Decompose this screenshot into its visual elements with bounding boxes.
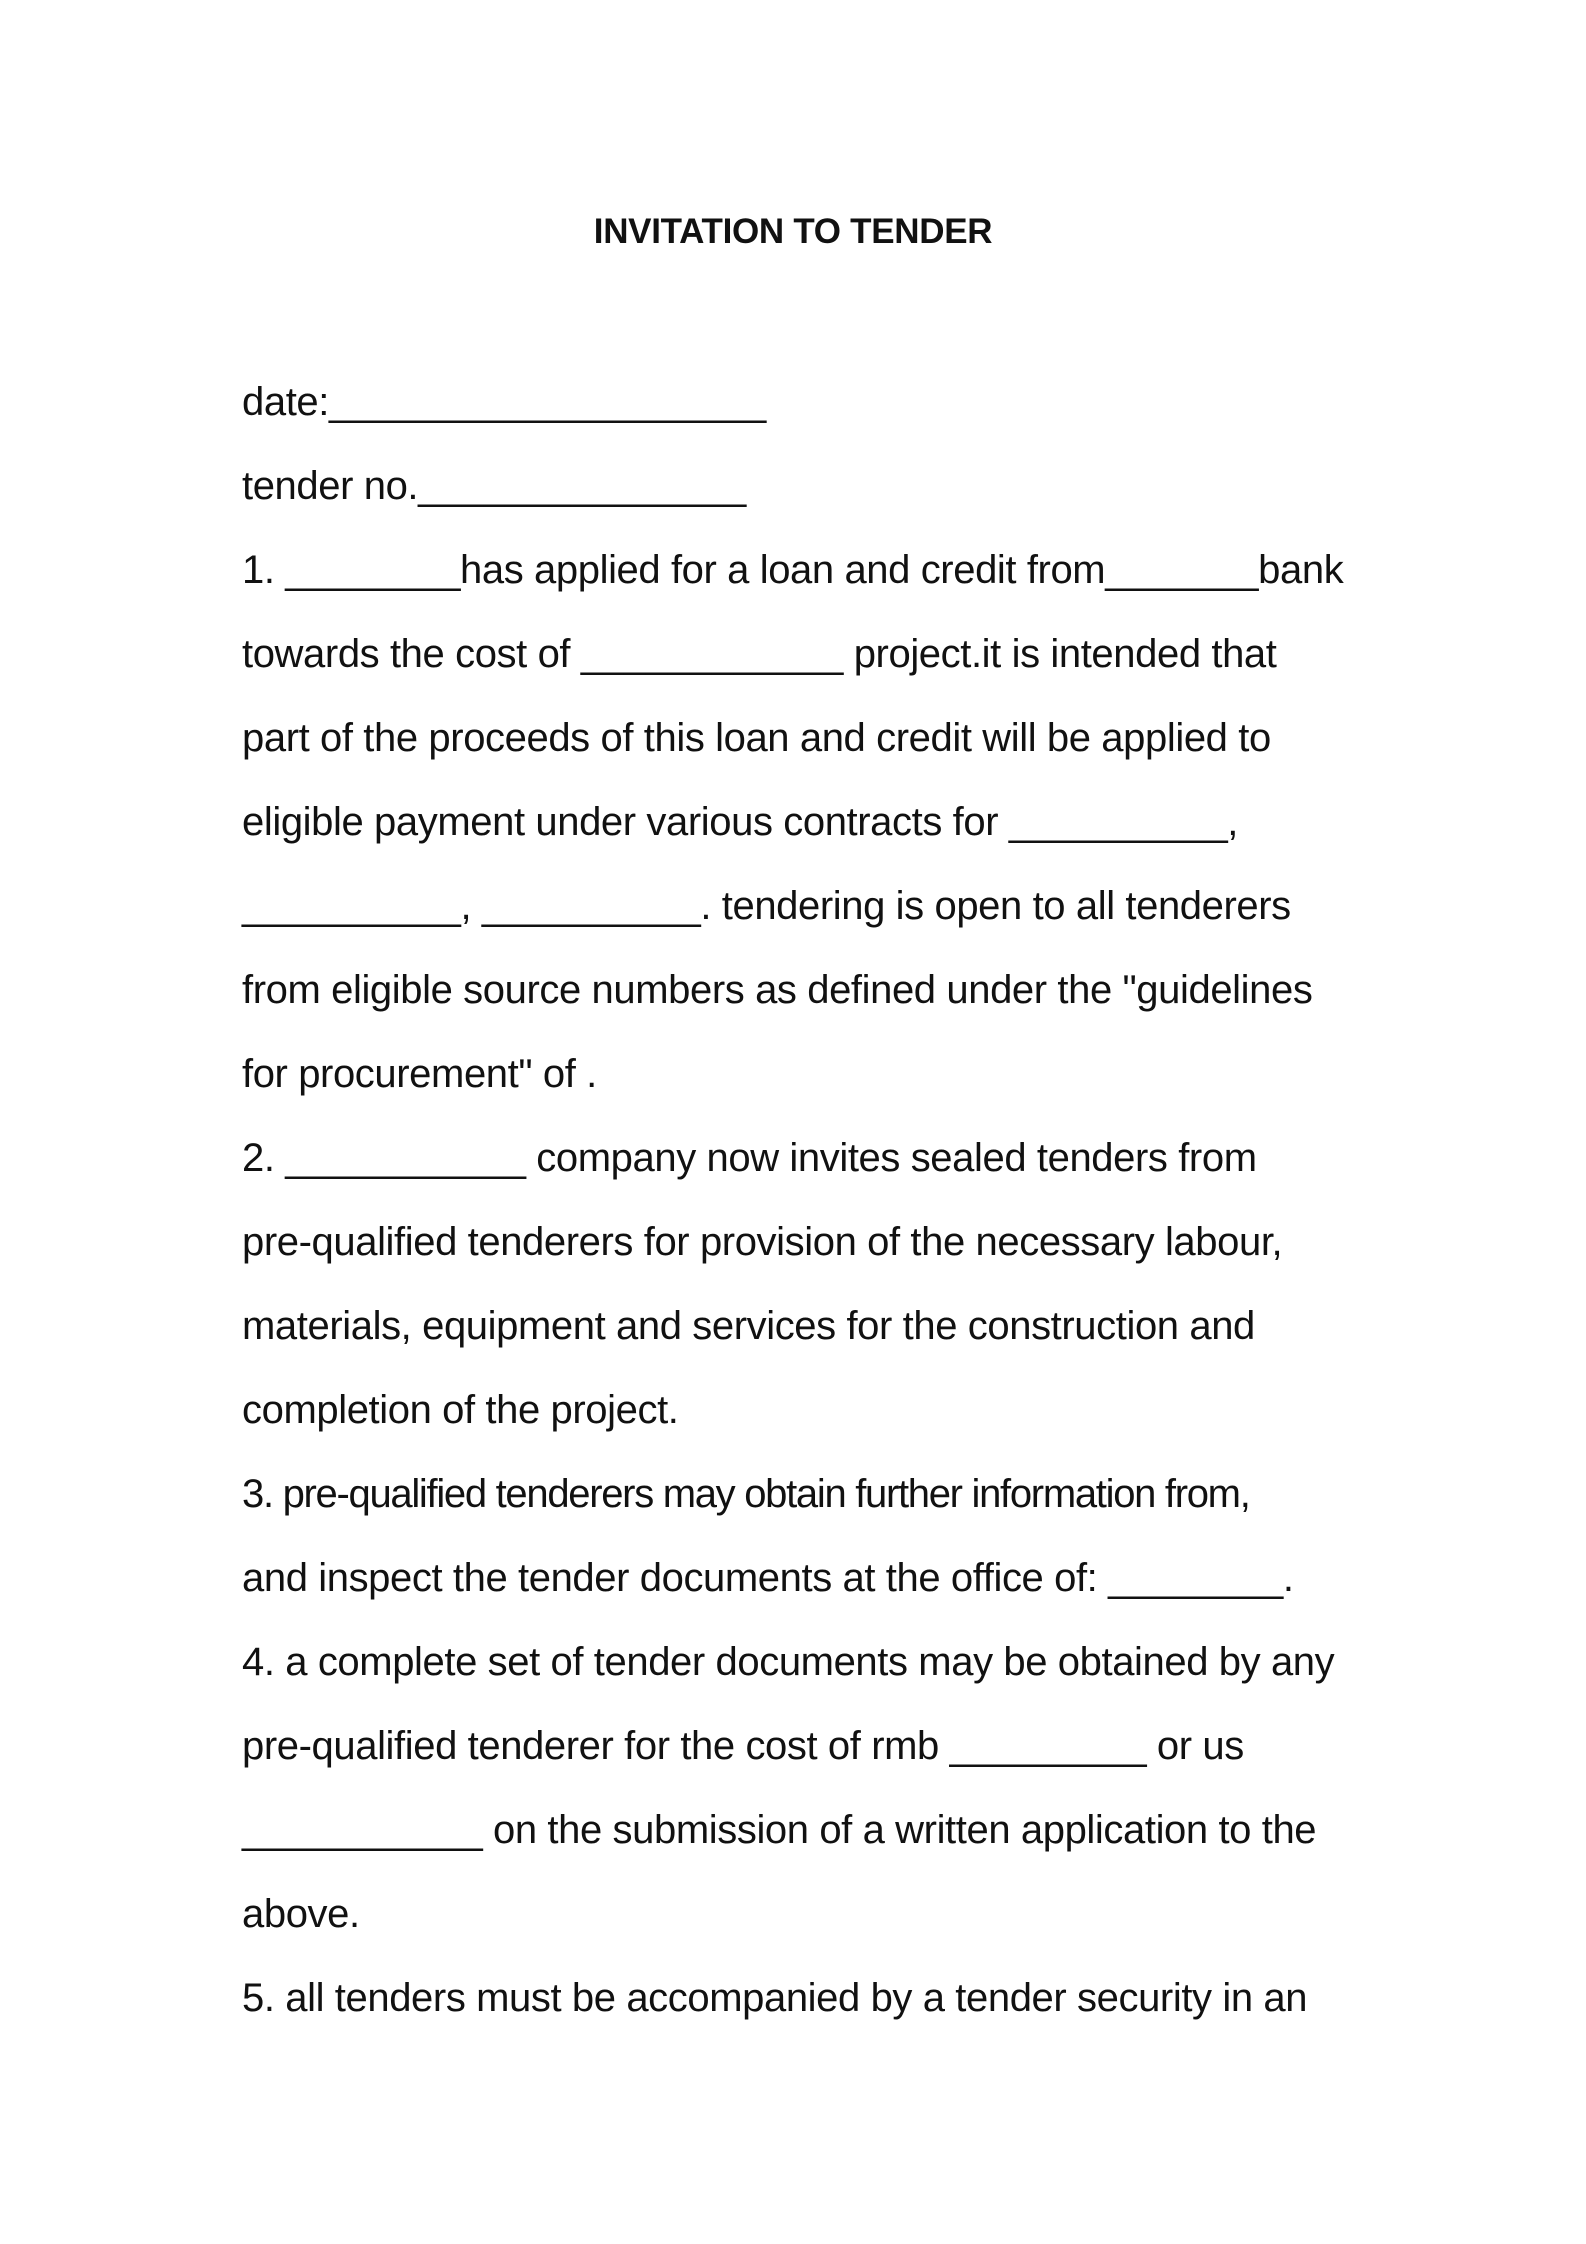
document-title: INVITATION TO TENDER <box>593 212 993 251</box>
paragraph-1-line-4: eligible payment under various contracts for __________, <box>242 800 1239 844</box>
paragraph-1-line-2: towards the cost of ____________ project.it is intended that <box>242 632 1277 676</box>
paragraph-4-line-3: ___________ on the submission of a written application to the <box>242 1808 1317 1852</box>
paragraph-2-line-4: completion of the project. <box>242 1388 679 1432</box>
paragraph-4-line-4: above. <box>242 1892 360 1936</box>
tender-no-line: tender no._______________ <box>242 464 746 508</box>
paragraph-2-line-3: materials, equipment and services for the construction and <box>242 1304 1255 1348</box>
document-body <box>242 375 1372 2055</box>
paragraph-1-line-1: 1. ________has applied for a loan and credit from_______bank <box>242 548 1344 592</box>
paragraph-1-line-5: __________, __________. tendering is open to all tenderers <box>242 884 1291 928</box>
paragraph-2-line-1: 2. ___________ company now invites sealed tenders from <box>242 1136 1257 1180</box>
paragraph-3-line-1: 3. pre-qualified tenderers may obtain further information from, <box>242 1472 1250 1516</box>
paragraph-4-line-2: pre-qualified tenderer for the cost of rmb _________ or us <box>242 1724 1244 1768</box>
paragraph-1-line-6: from eligible source numbers as defined under the "guidelines <box>242 968 1313 1012</box>
paragraph-2-line-2: pre-qualified tenderers for provision of the necessary labour, <box>242 1220 1283 1264</box>
paragraph-4-line-1: 4. a complete set of tender documents may be obtained by any <box>242 1640 1335 1684</box>
paragraph-5-line-1: 5. all tenders must be accompanied by a tender security in an <box>242 1976 1308 2020</box>
paragraph-1-line-3: part of the proceeds of this loan and credit will be applied to <box>242 716 1271 760</box>
paragraph-1-line-7: for procurement" of . <box>242 1052 597 1096</box>
date-line: date:____________________ <box>242 380 766 424</box>
paragraph-3-line-2: and inspect the tender documents at the office of: ________. <box>242 1556 1294 1600</box>
